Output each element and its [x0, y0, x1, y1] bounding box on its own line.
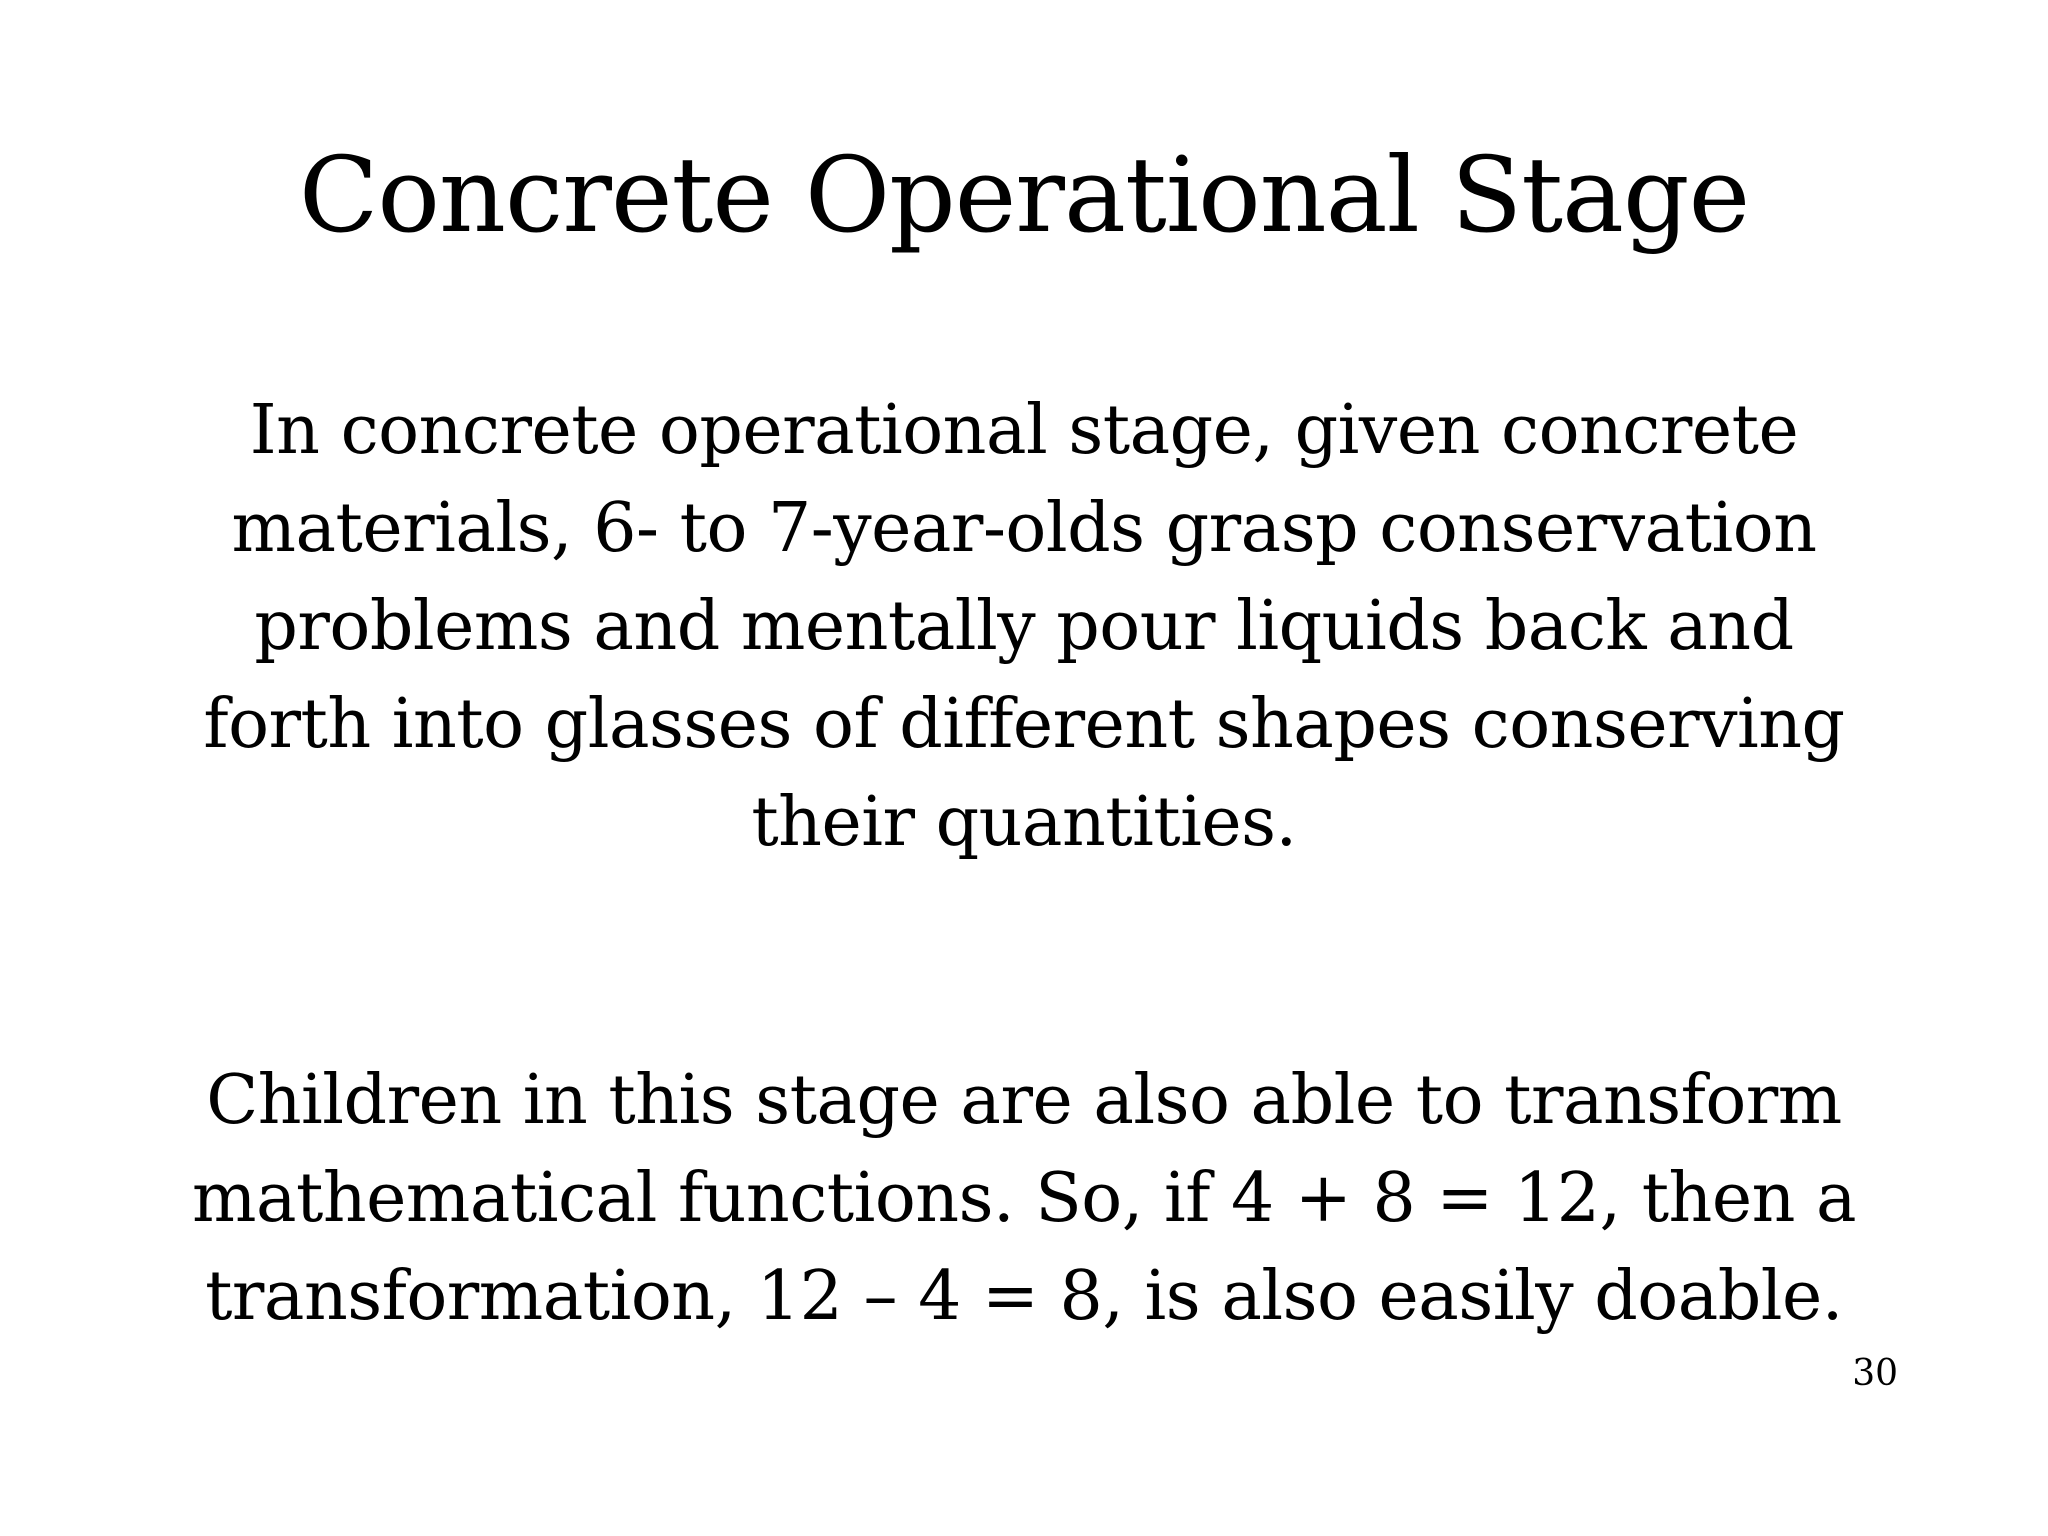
page-number: 30	[1852, 1353, 1898, 1394]
paragraph-line: In concrete operational stage, given concrete	[249, 391, 1799, 470]
paragraph-line: their quantities.	[751, 783, 1297, 862]
paragraph-line: transformation, 12 – 4 = 8, is also easily doable.	[205, 1257, 1843, 1336]
paragraph-transformation	[130, 1052, 1918, 1346]
paragraph-line: forth into glasses of different shapes conserving	[203, 685, 1845, 764]
paragraph-line: mathematical functions. So, if 4 + 8 = 12, then a	[191, 1159, 1857, 1238]
paragraph-line: problems and mentally pour liquids back and	[254, 587, 1794, 666]
paragraph-conservation	[130, 382, 1918, 872]
paragraph-line: materials, 6- to 7-year-olds grasp conservation	[231, 489, 1817, 568]
paragraph-line: Children in this stage are also able to transform	[206, 1061, 1842, 1140]
slide-title: Concrete Operational Stage	[298, 134, 1750, 256]
